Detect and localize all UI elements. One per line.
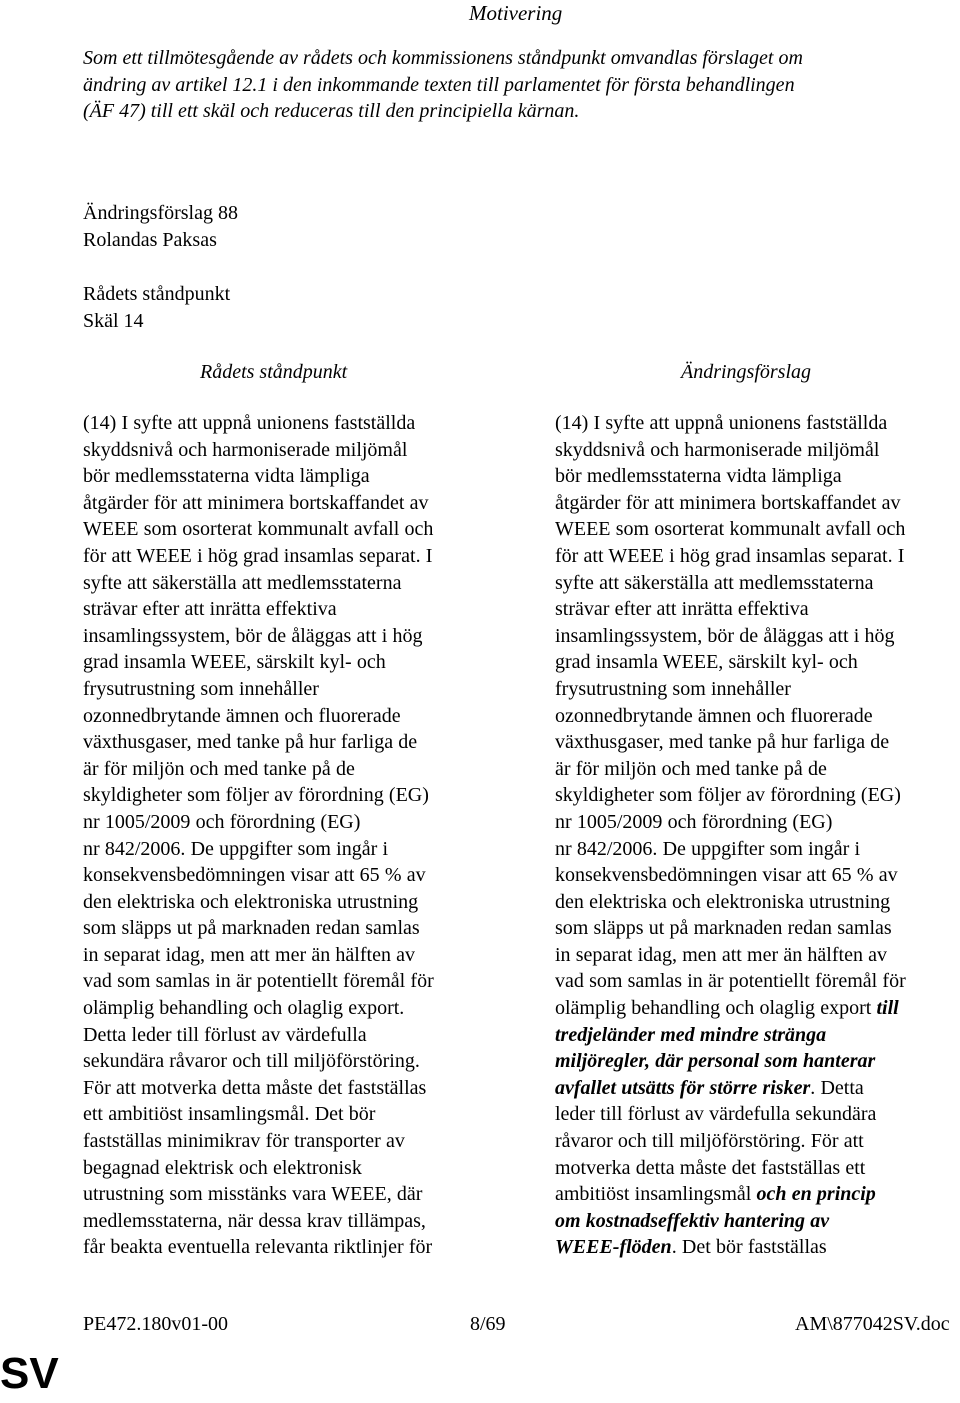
line-text: som släpps ut på marknaden redan samlas (555, 917, 892, 940)
line-text: olämplig behandling och olaglig export (555, 997, 877, 1020)
text-line: (14) I syfte att uppnå unionens fastställda (83, 412, 416, 434)
text-line (555, 1128, 960, 1155)
text-line: ett ambitiöst insamlingsmål. Det bör (83, 1103, 376, 1126)
text-line (555, 1075, 960, 1102)
text-line (555, 782, 960, 809)
footer-document-id: AM\877042SV.doc (795, 1313, 950, 1335)
text-line (555, 437, 960, 464)
line-text: . Det bör fastställas (671, 1236, 827, 1259)
text-line (555, 995, 960, 1022)
text-line: WEEE som osorterat kommunalt avfall och (83, 518, 434, 541)
amendment-highlight: och en princip (756, 1183, 876, 1206)
text-line: utrustning som misstänks vara WEEE, där (83, 1183, 423, 1206)
line-text: konsekvensbedömningen visar att 65 % av (555, 864, 898, 887)
line-text: råvaror och till miljöförstöring. För att (555, 1130, 864, 1153)
motivation-heading: Motivering (469, 1, 563, 25)
text-line: som släpps ut på marknaden redan samlas (83, 917, 420, 940)
line-text: . Detta (810, 1076, 864, 1099)
line-text: in separat idag, men att mer än hälften av (555, 943, 888, 966)
text-line (555, 516, 960, 543)
text-line: får beakta eventuella relevanta riktlinjer för (83, 1236, 433, 1259)
text-line (555, 889, 960, 916)
text-line (555, 968, 960, 995)
text-line: åtgärder för att minimera bortskaffandet av (83, 491, 429, 514)
amendment-text (555, 410, 960, 1261)
line-text: skyldigheter som följer av förordning (EG) (555, 784, 901, 807)
text-line: växthusgaser, med tanke på hur farliga de (83, 731, 418, 754)
text-line: Detta leder till förlust av värdefulla (83, 1023, 367, 1046)
text-line (555, 915, 960, 942)
text-line: begagnad elektrisk och elektronisk (83, 1156, 362, 1179)
line-text: ozonnedbrytande ämnen och fluorerade (555, 704, 873, 727)
text-line: vad som samlas in är potentiellt föremål för (83, 970, 434, 993)
text-line: olämplig behandling och olaglig export. (83, 997, 405, 1020)
line-text: nr 1005/2009 och förordning (EG) (555, 810, 833, 833)
text-line: bör medlemsstaterna vidta lämpliga (83, 465, 370, 488)
text-line (555, 1101, 960, 1128)
motivation-text (83, 45, 933, 125)
text-line (555, 1022, 960, 1049)
text-line (555, 1181, 960, 1208)
line-text: syfte att säkerställa att medlemsstaterna (555, 571, 874, 594)
text-line: frysutrustning som innehåller (83, 677, 319, 700)
amendment-title: Ändringsförslag 88 (83, 202, 238, 224)
text-line (555, 490, 960, 517)
motivation-line: ändring av artikel 12.1 i den inkommande texten till parlamentet för första behandlingen (83, 73, 795, 96)
text-line: För att motverka detta måste det fastställas (83, 1076, 427, 1099)
amendment-highlight: till (876, 997, 899, 1020)
motivation-line: Som ett tillmötesgående av rådets och kommissionens ståndpunkt omvandlas förslaget om (83, 47, 803, 69)
line-text: för att WEEE i hög grad insamlas separat. I (555, 544, 905, 567)
text-line: in separat idag, men att mer än hälften av (83, 943, 416, 966)
text-line (555, 756, 960, 783)
text-line: konsekvensbedömningen visar att 65 % av (83, 864, 426, 887)
left-column-header: Rådets ståndpunkt (200, 361, 348, 383)
amendment-highlight: tredjeländer med mindre stränga (555, 1023, 827, 1046)
amendment-highlight: WEEE-flöden (555, 1236, 672, 1259)
text-line: nr 842/2006. De uppgifter som ingår i (83, 837, 389, 860)
footer-reference: PE472.180v01-00 (83, 1313, 228, 1335)
line-text: skyddsnivå och harmoniserade miljömål (555, 438, 880, 461)
text-line (555, 1155, 960, 1182)
text-line (555, 676, 960, 703)
text-line (555, 649, 960, 676)
line-text: WEEE som osorterat kommunalt avfall och (555, 518, 906, 541)
text-line (555, 1234, 960, 1261)
line-text: är för miljön och med tanke på de (555, 757, 827, 780)
text-line: skyldigheter som följer av förordning (EG) (83, 784, 429, 807)
amendment-highlight: avfallet utsätts för större risker (555, 1076, 811, 1099)
line-text: åtgärder för att minimera bortskaffandet av (555, 491, 901, 514)
footer-page-number: 8/69 (470, 1313, 506, 1335)
text-line: medlemsstaterna, när dessa krav tillämpas, (83, 1209, 426, 1232)
text-line: den elektriska och elektroniska utrustning (83, 890, 419, 913)
text-line: strävar efter att inrätta effektiva (83, 598, 337, 621)
line-text: den elektriska och elektroniska utrustning (555, 890, 891, 913)
line-text: grad insamla WEEE, särskilt kyl- och (555, 651, 858, 674)
line-text: (14) I syfte att uppnå unionens fastställda (555, 412, 888, 434)
amendment-author: Rolandas Paksas (83, 229, 217, 251)
line-text: bör medlemsstaterna vidta lämpliga (555, 465, 842, 488)
text-line (555, 809, 960, 836)
text-line (555, 862, 960, 889)
line-text: vad som samlas in är potentiellt föremål för (555, 970, 906, 993)
council-position-label: Rådets ståndpunkt (83, 283, 231, 305)
text-line: grad insamla WEEE, särskilt kyl- och (83, 651, 386, 674)
text-line (555, 570, 960, 597)
recital-label: Skäl 14 (83, 310, 144, 332)
line-text: leder till förlust av värdefulla sekundära (555, 1103, 877, 1126)
text-line: syfte att säkerställa att medlemsstaterna (83, 571, 402, 594)
language-code: SV (0, 1349, 59, 1398)
text-line: fastställas minimikrav för transporter av (83, 1130, 405, 1153)
line-text: ambitiöst insamlingsmål (555, 1183, 757, 1206)
text-line: är för miljön och med tanke på de (83, 757, 355, 780)
line-text: växthusgaser, med tanke på hur farliga de (555, 731, 890, 754)
text-line (555, 942, 960, 969)
council-position-text (83, 410, 508, 1261)
text-line (555, 410, 960, 437)
text-line (555, 596, 960, 623)
text-line: för att WEEE i hög grad insamlas separat. I (83, 544, 433, 567)
amendment-highlight: om kostnadseffektiv hantering av (555, 1209, 830, 1232)
line-text: frysutrustning som innehåller (555, 677, 791, 700)
text-line: skyddsnivå och harmoniserade miljömål (83, 438, 408, 461)
text-line (555, 1048, 960, 1075)
line-text: insamlingssystem, bör de åläggas att i hög (555, 624, 895, 647)
line-text: nr 842/2006. De uppgifter som ingår i (555, 837, 861, 860)
text-line (555, 836, 960, 863)
amendment-highlight: miljöregler, där personal som hanterar (555, 1050, 876, 1073)
text-line: ozonnedbrytande ämnen och fluorerade (83, 704, 401, 727)
text-line (555, 1208, 960, 1235)
motivation-line: (ÄF 47) till ett skäl och reduceras till den principiella kärnan. (83, 100, 580, 122)
text-line (555, 703, 960, 730)
text-line (555, 623, 960, 650)
text-line: sekundära råvaror och till miljöförstöring. (83, 1050, 420, 1073)
text-line: insamlingssystem, bör de åläggas att i hög (83, 624, 423, 647)
text-line (555, 463, 960, 490)
text-line: nr 1005/2009 och förordning (EG) (83, 810, 361, 833)
text-line (555, 729, 960, 756)
right-column-header: Ändringsförslag (681, 361, 812, 383)
line-text: motverka detta måste det fastställas ett (555, 1156, 866, 1179)
line-text: strävar efter att inrätta effektiva (555, 598, 809, 621)
text-line (555, 543, 960, 570)
